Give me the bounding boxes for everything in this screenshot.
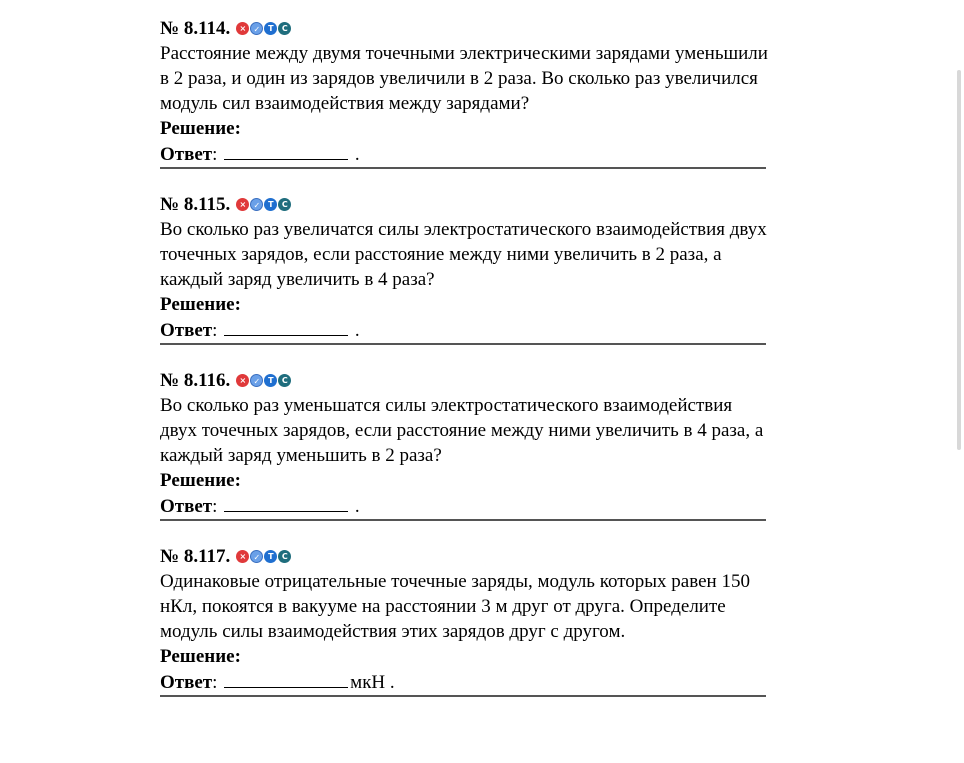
problem-number: № 8.117. — [160, 546, 231, 567]
check-icon[interactable]: C — [278, 550, 291, 563]
answer-blank[interactable] — [224, 669, 348, 688]
scrollbar-thumb[interactable] — [957, 70, 961, 450]
solution-label: Решение: — [160, 646, 241, 667]
answer-label: Ответ — [160, 320, 213, 341]
problem-text: Одинаковые отрицательные точечные заряды, модуль которых равен 150 нКл, покоятся в вакууме на расстоянии 3 м друг от друга. Определите модуль силы взаимодействия этих зарядов друг с другом. — [160, 571, 750, 642]
answer-suffix: . — [350, 496, 360, 517]
problem-icons — [236, 22, 291, 35]
problem-header — [160, 544, 768, 569]
close-icon[interactable]: × — [236, 550, 249, 563]
answer-blank[interactable] — [224, 141, 348, 160]
help-icon[interactable]: ✓ — [250, 374, 263, 387]
answer-label: Ответ — [160, 496, 213, 517]
solution-label: Решение: — [160, 294, 241, 315]
answer-line: Ответ: . — [160, 141, 766, 169]
help-icon[interactable]: ✓ — [250, 550, 263, 563]
problem-header — [160, 192, 768, 217]
close-icon[interactable]: × — [236, 198, 249, 211]
check-icon[interactable]: C — [278, 374, 291, 387]
solution-label: Решение: — [160, 118, 241, 139]
answer-suffix: . — [350, 144, 360, 165]
problem-header — [160, 368, 768, 393]
theory-icon[interactable]: T — [264, 550, 277, 563]
help-icon[interactable]: ✓ — [250, 198, 263, 211]
answer-line: Ответ: мкН . — [160, 669, 766, 697]
problem-icons — [236, 550, 291, 563]
answer-label: Ответ — [160, 144, 213, 165]
check-icon[interactable]: C — [278, 22, 291, 35]
solution-label: Решение: — [160, 470, 241, 491]
check-icon[interactable]: C — [278, 198, 291, 211]
problem-number: № 8.116. — [160, 370, 231, 391]
answer-line: Ответ: . — [160, 493, 766, 521]
problem-text: Во сколько раз увеличатся силы электростатического взаимодействия двух точечных зарядов, если расстояние между ними увеличить в 2 раза, а каждый заряд увеличить в 4 раза? — [160, 219, 767, 290]
theory-icon[interactable]: T — [264, 22, 277, 35]
close-icon[interactable]: × — [236, 374, 249, 387]
problem-card — [160, 368, 768, 544]
answer-suffix: мкН . — [350, 672, 395, 693]
answer-blank[interactable] — [224, 493, 348, 512]
problem-card — [160, 16, 768, 192]
problem-icons — [236, 374, 291, 387]
scrollbar[interactable] — [952, 0, 964, 763]
theory-icon[interactable]: T — [264, 198, 277, 211]
answer-suffix: . — [350, 320, 360, 341]
problem-card — [160, 544, 768, 720]
answer-line: Ответ: . — [160, 317, 766, 345]
answer-label: Ответ — [160, 672, 213, 693]
answer-blank[interactable] — [224, 317, 348, 336]
close-icon[interactable]: × — [236, 22, 249, 35]
problem-text: Расстояние между двумя точечными электрическими зарядами уменьшили в 2 раза, и один из зарядов увеличили в 2 раза. Во сколько раз увеличился модуль сил взаимодействия между зарядами? — [160, 43, 768, 114]
problem-icons — [236, 198, 291, 211]
help-icon[interactable]: ✓ — [250, 22, 263, 35]
problem-number: № 8.115. — [160, 194, 231, 215]
problem-text: Во сколько раз уменьшатся силы электростатического взаимодействия двух точечных зарядов, если расстояние между ними увеличить в 4 раза, а каждый заряд уменьшить в 2 раза? — [160, 395, 764, 466]
problem-number: № 8.114. — [160, 18, 231, 39]
problem-header — [160, 16, 768, 41]
problem-list — [160, 16, 768, 720]
theory-icon[interactable]: T — [264, 374, 277, 387]
problem-card — [160, 192, 768, 368]
